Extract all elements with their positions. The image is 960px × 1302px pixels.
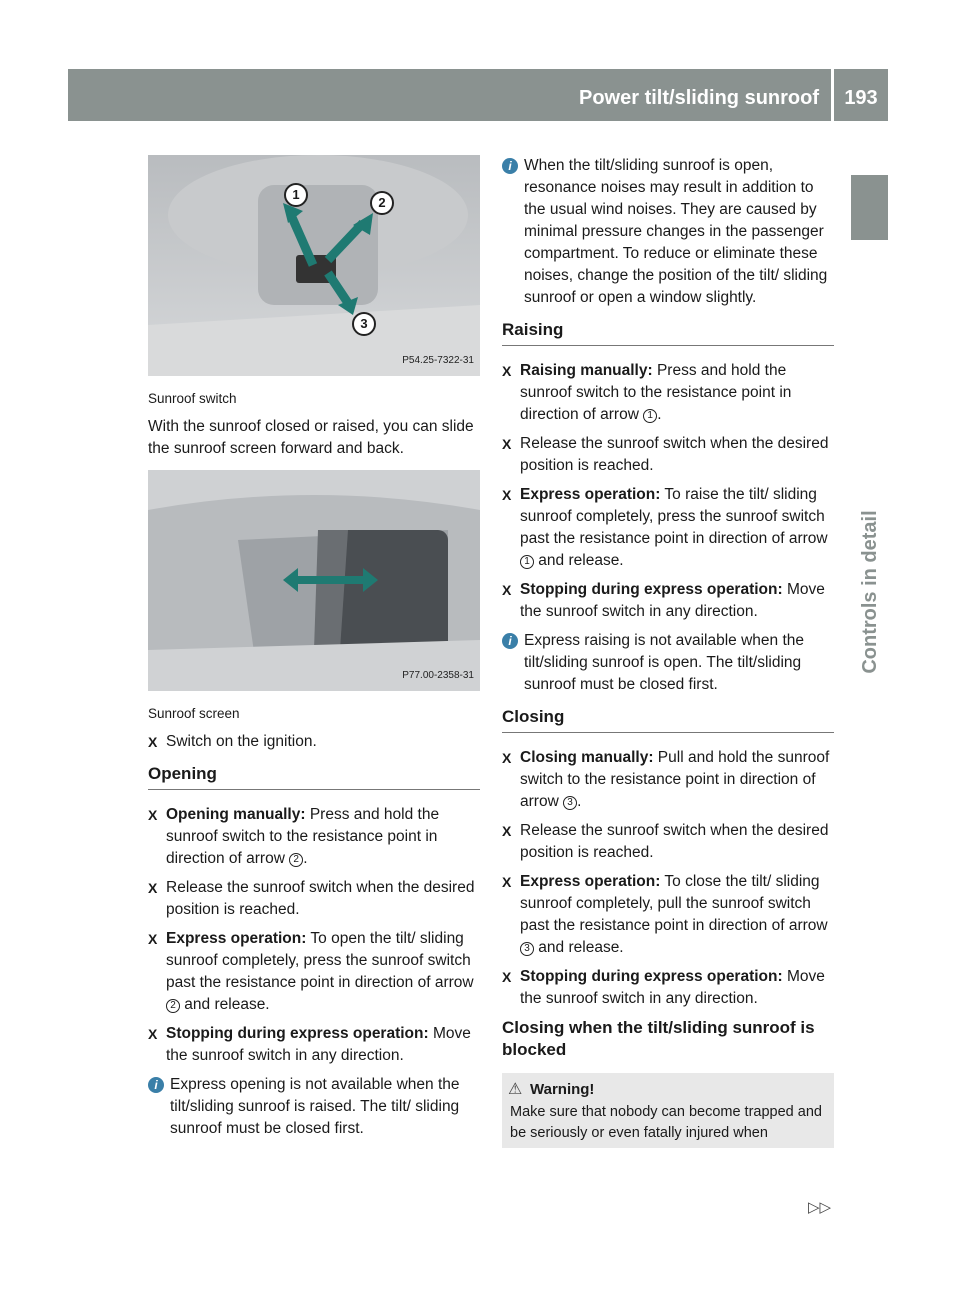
step-marker-icon: X [148,734,158,750]
closing-step: X Release the sunroof switch when the desired position is reached. [502,822,829,861]
page-number: 193 [834,69,888,121]
info-icon: i [502,633,518,649]
warning-triangle-icon: ⚠ [508,1081,523,1098]
raising-step: X Raising manually: Press and hold the sunroof switch to the resistance point in direction of arrow 1 . [502,362,792,423]
raising-step: X Stopping during express operation: Move the sunroof switch in any direction. [502,581,825,620]
opening-step: X Opening manually: Press and hold the sunroof switch to the resistance point in direction of arrow 2 . [148,806,440,867]
info-icon: i [148,1077,164,1093]
step-marker-icon: X [502,582,512,598]
step-marker-icon: X [148,880,158,896]
heading-opening: Opening [148,763,480,790]
photo-ref: P77.00-2358-31 [402,670,474,681]
closing-step: X Express operation: To close the tilt/ sliding sunroof completely, pull the sunroof switch past the resistance point in direction of arrow 3 and release. [502,873,828,956]
step-ignition: X Switch on the ignition. [148,731,480,753]
step-marker-icon: X [502,487,512,503]
raising-step: X Release the sunroof switch when the desired position is reached. [502,435,829,474]
warning-box [502,1073,834,1148]
caption-sunroof-switch: Sunroof switch [148,391,237,406]
step-marker-icon: X [148,931,158,947]
step-marker-icon: X [148,1026,158,1042]
callout-1: 1 [284,183,308,207]
step-marker-icon: X [502,363,512,379]
intro-text: With the sunroof closed or raised, you can slide the sunroof screen forward and back. [148,418,474,457]
opening-step: X Release the sunroof switch when the desired position is reached. [148,879,475,918]
step-marker-icon: X [502,874,512,890]
opening-note: i Express opening is not available when the tilt/sliding sunroof is raised. The tilt/ sliding sunroof must be closed first. [148,1074,480,1140]
left-column [148,155,480,1150]
caption-sunroof-screen: Sunroof screen [148,706,240,721]
side-tab-block [851,175,888,240]
heading-raising: Raising [502,319,834,346]
opening-step: X Express operation: To open the tilt/ sliding sunroof completely, press the sunroof switch past the resistance point in direction of arrow 2 and release. [148,930,474,1013]
closing-step: X Closing manually: Pull and hold the sunroof switch to the resistance point in direction of arrow 3 . [502,749,830,810]
photo-ref: P54.25-7322-31 [402,355,474,366]
resonance-note: i When the tilt/sliding sunroof is open, resonance noises may result in addition to the usual wind noises. They are caused by minimal pressure changes in the passenger compartment. To reduce or eliminate these noises, change the position of the tilt/ sliding sunroof or open a window slightly. [502,155,834,309]
sunroof-screen-photo [148,470,480,691]
heading-closing-blocked: Closing when the tilt/sliding sunroof is blocked [502,1018,815,1059]
step-marker-icon: X [502,750,512,766]
opening-step: X Stopping during express operation: Move the sunroof switch in any direction. [148,1025,471,1064]
page-title: Power tilt/sliding sunroof [579,87,819,109]
raising-note: i Express raising is not available when the tilt/sliding sunroof is open. The tilt/sliding sunroof must be closed first. [502,630,834,696]
callout-3: 3 [352,312,376,336]
step-marker-icon: X [502,969,512,985]
closing-step: X Stopping during express operation: Move the sunroof switch in any direction. [502,968,825,1007]
info-icon: i [502,158,518,174]
sunroof-switch-photo [148,155,480,376]
warning-text: Make sure that nobody can become trapped and be seriously or even fatally injured when [510,1104,822,1141]
right-column [502,155,834,1148]
heading-closing: Closing [502,706,834,733]
callout-2: 2 [370,191,394,215]
raising-step: X Express operation: To raise the tilt/ sliding sunroof completely, press the sunroof switch past the resistance point in direction of arrow 1 and release. [502,486,828,569]
step-marker-icon: X [148,807,158,823]
step-marker-icon: X [502,436,512,452]
side-tab-label: Controls in detail [858,510,881,674]
step-marker-icon: X [502,823,512,839]
continue-marker: ▷▷ [808,1199,832,1216]
warning-title: ⚠ Warning! [508,1081,595,1098]
